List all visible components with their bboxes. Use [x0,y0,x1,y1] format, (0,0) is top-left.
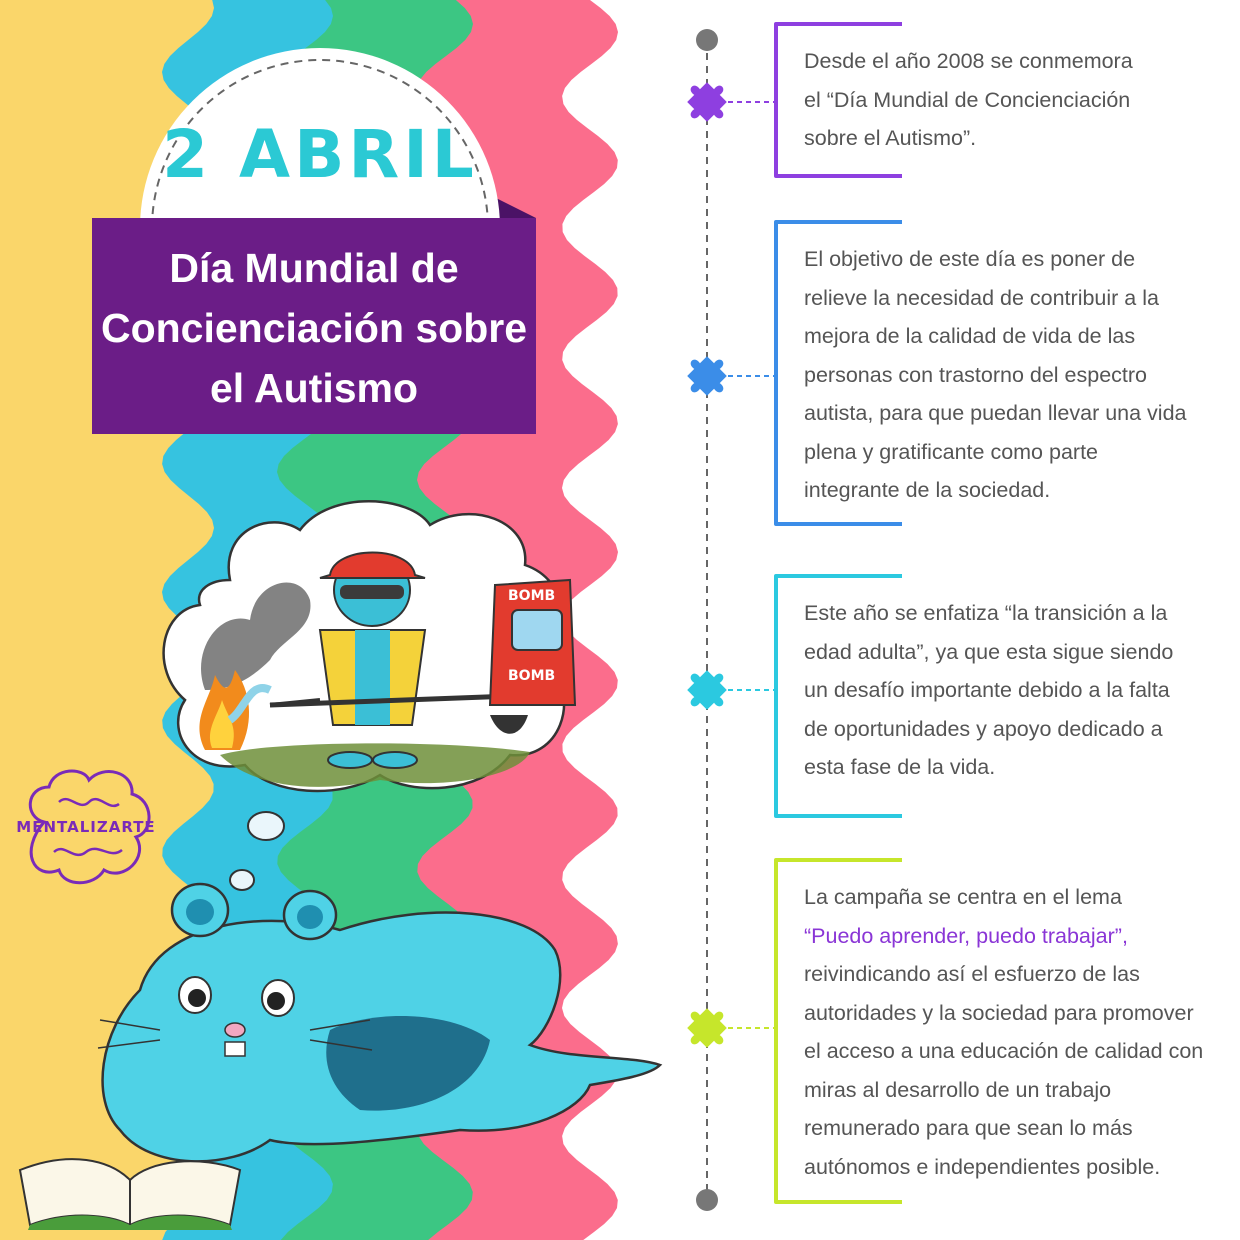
timeline-end-dot [696,1189,718,1211]
date-label: 2 ABRIL [162,116,478,193]
card-text-line: remunerado para que sean lo más [804,1116,1133,1140]
card-text-line: mejora de la calidad de vida de las [804,324,1136,348]
timeline-card-text [804,42,1214,158]
card-text-line: esta fase de la vida. [804,755,996,779]
card-text-line: edad adulta”, ya que esta sigue siendo [804,639,1174,664]
card-text-line: integrante de la sociedad. [804,478,1051,502]
book-icon [20,1159,240,1230]
card-text-line: reivindicando así el esfuerzo de las [804,962,1140,986]
card-text-line: un desafío importante debido a la falta [804,678,1170,702]
card-text-line: La campaña se centra en el lema [804,885,1122,909]
card-text-line: plena y gratificante como parte [804,439,1098,464]
card-text-line: autista, para que puedan llevar una vida [804,401,1187,425]
title-line-1: Día Mundial de [169,245,459,291]
card-text-line: El objetivo de este día es poner de [804,247,1136,271]
timeline-card-2 [772,218,1212,528]
card-text-line: Este año se enfatiza “la transición a la [804,601,1168,625]
card-text-line: el acceso a una educación de calidad con [804,1039,1204,1063]
timeline-card-text [804,240,1214,510]
card-text-line: de oportunidades y apoyo dedicado a [804,716,1163,741]
truck-label-2: BOMB [508,668,556,684]
card-text-line: autoridades y la sociedad para promover [804,1000,1194,1025]
card-text-line: Desde el año 2008 se conmemora [804,49,1133,73]
thought-bubble-illustration [150,490,590,820]
timeline-start-dot [696,29,718,51]
truck-label-1: BOMB [508,588,556,604]
card-text-line: miras al desarrollo de un trabajo [804,1077,1112,1102]
hamster-icon [10,870,670,1230]
timeline-card-text [804,594,1214,787]
timeline-card-1 [772,20,1212,180]
card-text-line: “Puedo aprender, puedo trabajar”, [804,923,1128,948]
title-line-2: Concienciación sobre [100,305,528,351]
logo-text: MENTALIZARTE [16,818,156,836]
timeline-card-4 [772,856,1212,1206]
card-text-line: relieve la necesidad de contribuir a la [804,285,1159,310]
card-text-line: el “Día Mundial de Concienciación [804,87,1131,112]
card-text-line: sobre el Autismo”. [804,126,977,150]
title-banner [92,218,536,434]
timeline-card-3 [772,572,1212,820]
card-text-line: personas con trastorno del espectro [804,362,1148,387]
timeline-card-text [804,878,1214,1186]
card-text-line: autónomos e independientes posible. [804,1154,1161,1179]
title-line-3: el Autismo [209,365,419,411]
